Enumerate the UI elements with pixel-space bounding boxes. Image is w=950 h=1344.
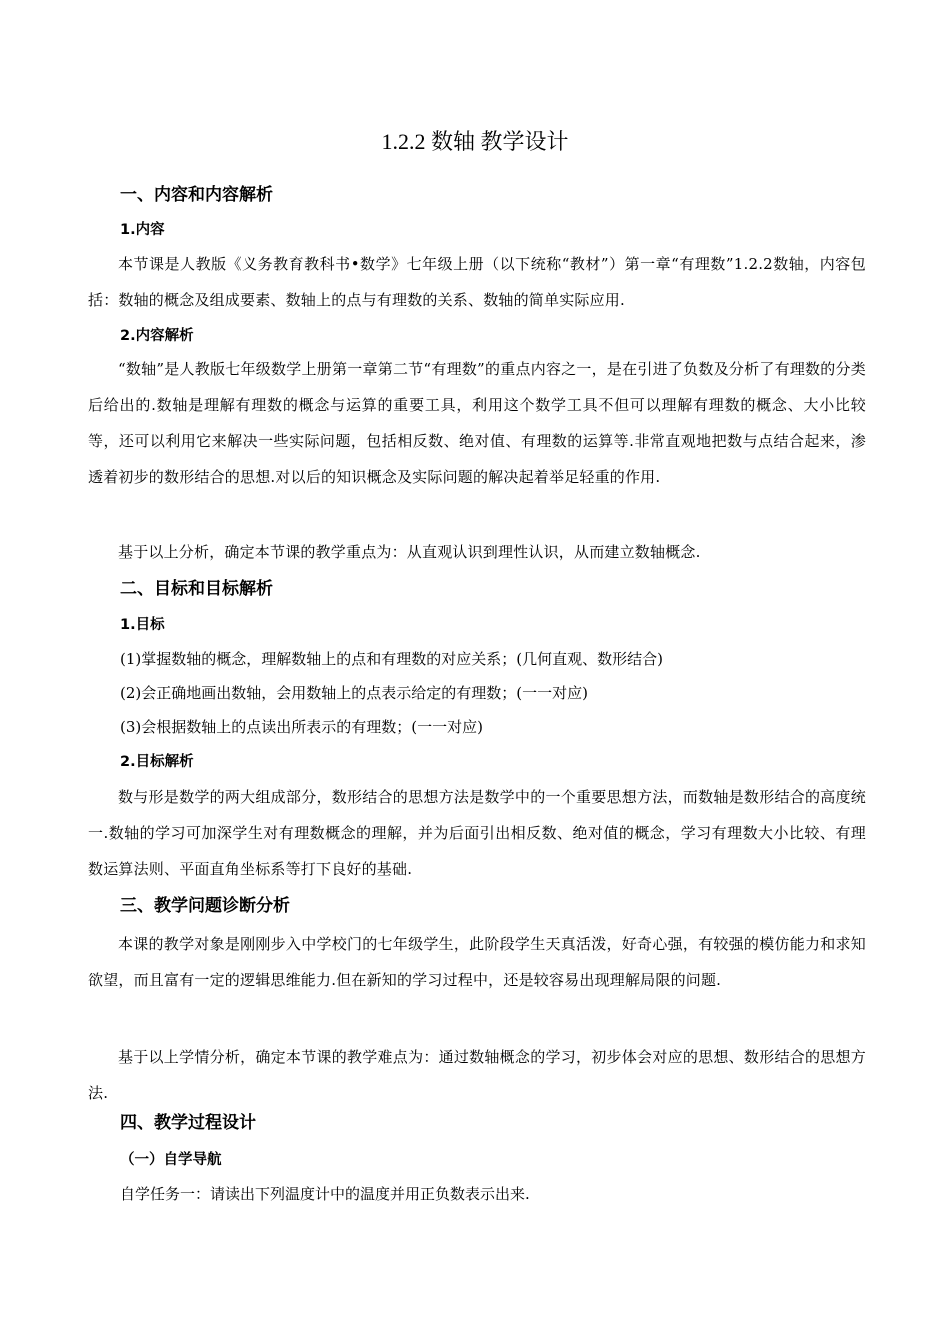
subheading-content: 1.内容 [120, 222, 165, 238]
goal-item-3: (3)会根据数轴上的点读出所表示的有理数；(一一对应) [120, 718, 483, 736]
section-heading-process: 四、教学过程设计 [120, 1113, 256, 1133]
content-analysis-paragraph: “数轴”是人教版七年级数学上册第一章第二节“有理数”的重点内容之一，是在引进了负数及分析了有理数的分类后给出的.数轴是理解有理数的概念与运算的重要工具，利用这个数学工具不但可以理解有理数的概念、大小比较等，还可以利用它来解决一些实际问题，包括相反数、绝对值、有理数的运算等.非常直观地把数与点结合起来，渗透着初步的数形结合的思想.对以后的知识概念及实际问题的解决起着举足轻重的作用. [88, 360, 866, 486]
page-title: 1.2.2 数轴 教学设计 [381, 129, 569, 154]
goal-item-1: (1)掌握数轴的概念，理解数轴上的点和有理数的对应关系；(几何直观、数形结合) [120, 650, 663, 668]
difficulty-paragraph: 基于以上学情分析，确定本节课的教学难点为：通过数轴概念的学习，初步体会对应的思想、数形结合的思想方法. [88, 1048, 866, 1102]
goals-analysis-paragraph: 数与形是数学的两大组成部分，数形结合的思想方法是数学中的一个重要思想方法，而数轴是数形结合的高度统一.数轴的学习可加深学生对有理数概念的理解，并为后面引出相反数、绝对值的概念，学习有理数大小比较、有理数运算法则、平面直角坐标系等打下良好的基础. [88, 788, 866, 878]
subheading-goals: 1.目标 [120, 617, 165, 633]
section-heading-goals: 二、目标和目标解析 [120, 579, 273, 599]
self-study-task-1: 自学任务一：请读出下列温度计中的温度并用正负数表示出来. [120, 1185, 530, 1203]
key-point-paragraph: 基于以上分析，确定本节课的教学重点为：从直观认识到理性认识，从而建立数轴概念. [118, 543, 701, 561]
subheading-self-study: （一）自学导航 [120, 1152, 222, 1168]
section-heading-diagnosis: 三、教学问题诊断分析 [120, 896, 290, 916]
content-paragraph: 本节课是人教版《义务教育教科书•数学》七年级上册（以下统称“教材”）第一章“有理数”1.2.2数轴，内容包括：数轴的概念及组成要素、数轴上的点与有理数的关系、数轴的简单实际应用. [88, 255, 866, 309]
subheading-goals-analysis: 2.目标解析 [120, 754, 194, 770]
diagnosis-paragraph: 本课的教学对象是刚刚步入中学校门的七年级学生，此阶段学生天真活泼，好奇心强，有较强的模仿能力和求知欲望，而且富有一定的逻辑思维能力.但在新知的学习过程中，还是较容易出现理解局限的问题. [88, 935, 866, 989]
goal-item-2: (2)会正确地画出数轴，会用数轴上的点表示给定的有理数；(一一对应) [120, 684, 588, 702]
subheading-content-analysis: 2.内容解析 [120, 328, 194, 344]
section-heading-content: 一、内容和内容解析 [120, 185, 273, 205]
